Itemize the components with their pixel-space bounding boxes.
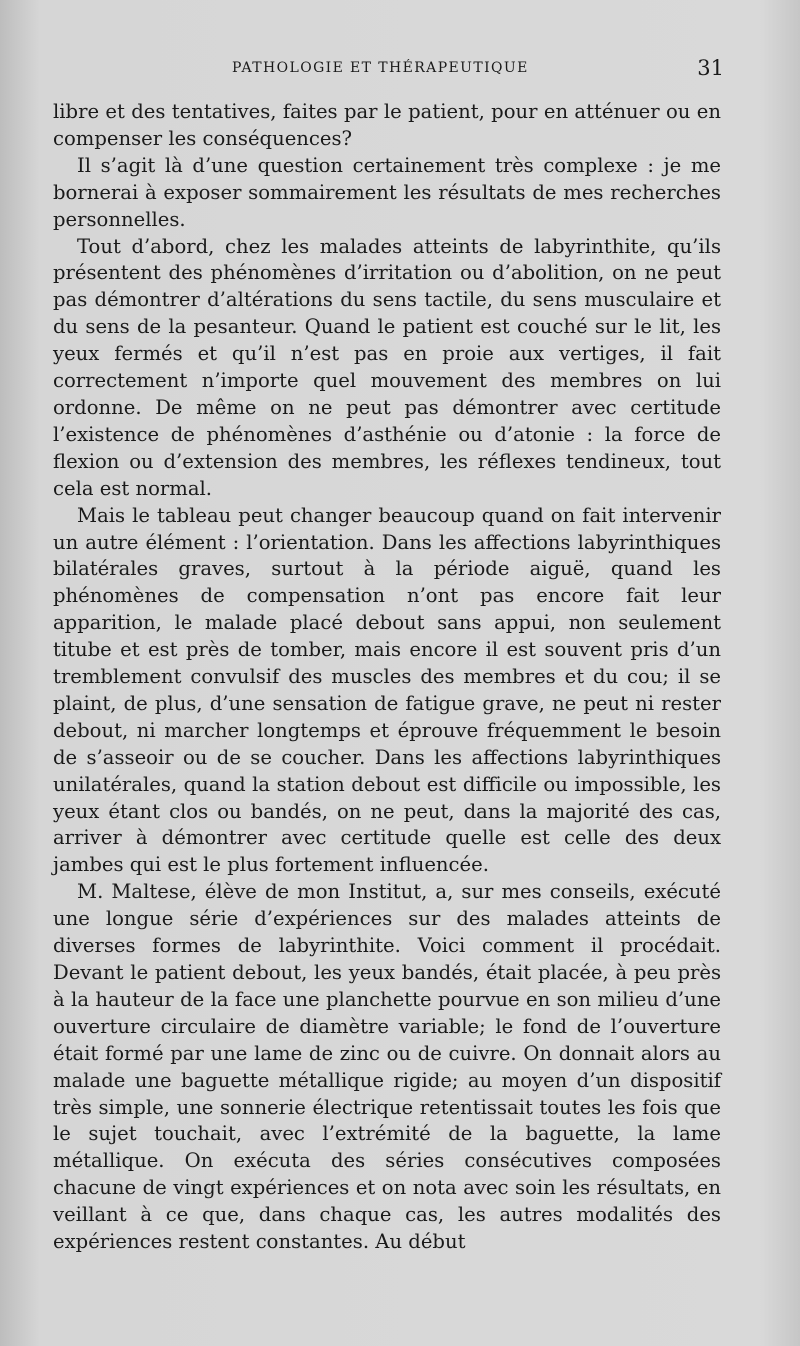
running-head — [0, 58, 800, 82]
paragraph: Tout d’abord, chez les malades atteints de labyrinthite, qu’ils présentent des phénomènes d’irritation ou d’abolition, on ne peut pas démontrer d’altérations du sens tactile, du sens musculaire et du sens de la pesanteur. Quand le patient est couché sur le lit, les yeux fermés et qu’il n’est pas en proie aux vertiges, il fait correctement n’importe quel mouvement des membres on lui ordonne. De même on ne peut pas démontrer avec certitude l’existence de phénomènes d’asthénie ou d’atonie : la force de flexion ou d’extension des membres, les réflexes tendineux, tout cela est normal. — [53, 234, 721, 500]
paragraph: M. Maltese, élève de mon Institut, a, sur mes conseils, exécuté une longue série d’expériences sur des malades atteints de diverses formes de labyrinthite. Voici comment il procédait. Devant le patient debout, les yeux bandés, était placée, à peu près à la hauteur de la face une planchette pourvue en son milieu d’une ouverture circulaire de diamètre variable; le fond de l’ouverture était formé par une lame de zinc ou de cuivre. On donnait alors au malade une baguette métallique rigide; au moyen d’un dispositif très simple, une sonnerie électrique retentissait toutes les fois que le sujet touchait, avec l’extrémité de la baguette, la lame métallique. On exécuta des séries consécutives composées chacune de vingt expériences et on nota avec soin les résultats, en veillant à ce que, dans chaque cas, les autres modalités des expériences restent constantes. Au début — [53, 880, 721, 1254]
paragraph: Mais le tableau peut changer beaucoup quand on fait intervenir un autre élément : l’orientation. Dans les affections labyrinthiques bilatérales graves, surtout à la période aiguë, quand les phénomènes de compensation n’ont pas encore fait leur apparition, le malade placé debout sans appui, non seulement titube et est près de tomber, mais encore il est souvent pris d’un tremblement convulsif des muscles des membres et du cou; il se plaint, de plus, d’une sensation de fatigue grave, ne peut ni rester debout, ni marcher longtemps et éprouve fréquemment le besoin de s’asseoir ou de se coucher. Dans les affections labyrinthiques unilatérales, quand la station debout est difficile ou impossible, les yeux étant clos ou bandés, on ne peut, dans la majorité des cas, arriver à démontrer avec certitude quelle est celle des deux jambes qui est le plus fortement influencée. — [53, 503, 721, 877]
running-title: PATHOLOGIE ET THÉRAPEUTIQUE — [232, 60, 529, 76]
page-number: 31 — [697, 56, 724, 80]
paragraph-continuation: libre et des tentatives, faites par le patient, pour en atténuer ou en compenser les conséquences? — [53, 100, 721, 150]
body-text — [53, 99, 721, 1256]
paragraph: Il s’agit là d’une question certainement très complexe : je me bornerai à exposer sommairement les résultats de mes recherches personnelles. — [53, 153, 721, 231]
